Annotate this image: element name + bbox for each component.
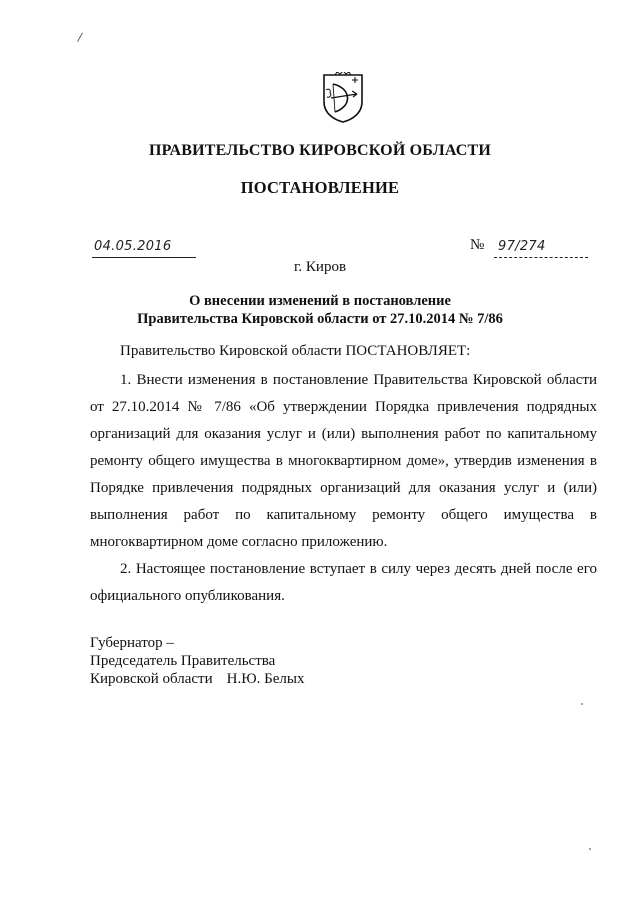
signature-line-2: Председатель Правительства [90,653,276,669]
signature-line-3 [90,670,304,688]
stray-pen-mark: / [76,29,84,45]
scan-speck [589,848,591,850]
number-value: 97/274 [498,239,546,254]
item-2-paragraph: 2. Настоящее постановление вступает в силу через десять дней после его официального опубликования. [90,561,597,604]
date-value: 04.05.2016 [94,239,172,254]
signature-region: Кировской области [90,671,213,687]
number-sign: № [470,237,485,253]
number-field [470,236,590,258]
subject-line-1: О внесении изменений в постановление [189,293,451,309]
subject-line-2: Правительства Кировской области от 27.10.2014 № 7/86 [137,311,503,327]
signature-name: Н.Ю. Белых [226,671,305,687]
item-1-paragraph: 1. Внести изменения в постановление Правительства Кировской области от 27.10.2014 № 7/86 «Об утверждении Порядка привлечения подрядных организаций для оказания услуг и (или) выполнения работ по капитальному ремонту общего имущества в многоквартирном доме», утвердив изменения в Порядке привлечения подрядных организаций для оказания услуг и (или) выполнения работ по капитальному ремонту общего имущества в многоквартирном доме согласно приложению. [90,372,597,550]
signature-block [90,634,304,688]
intro-paragraph: Правительство Кировской области ПОСТАНОВЛЯЕТ: [120,343,471,359]
number-line [494,239,588,258]
date-field [92,237,196,258]
scan-speck [581,703,583,705]
signature-line-1: Губернатор – [90,635,174,651]
coat-of-arms-icon [321,72,365,124]
city-label: г. Киров [293,259,347,275]
decree-subject [0,292,640,328]
government-title: ПРАВИТЕЛЬСТВО КИРОВСКОЙ ОБЛАСТИ [148,142,492,159]
decree-title: ПОСТАНОВЛЕНИЕ [240,178,400,197]
